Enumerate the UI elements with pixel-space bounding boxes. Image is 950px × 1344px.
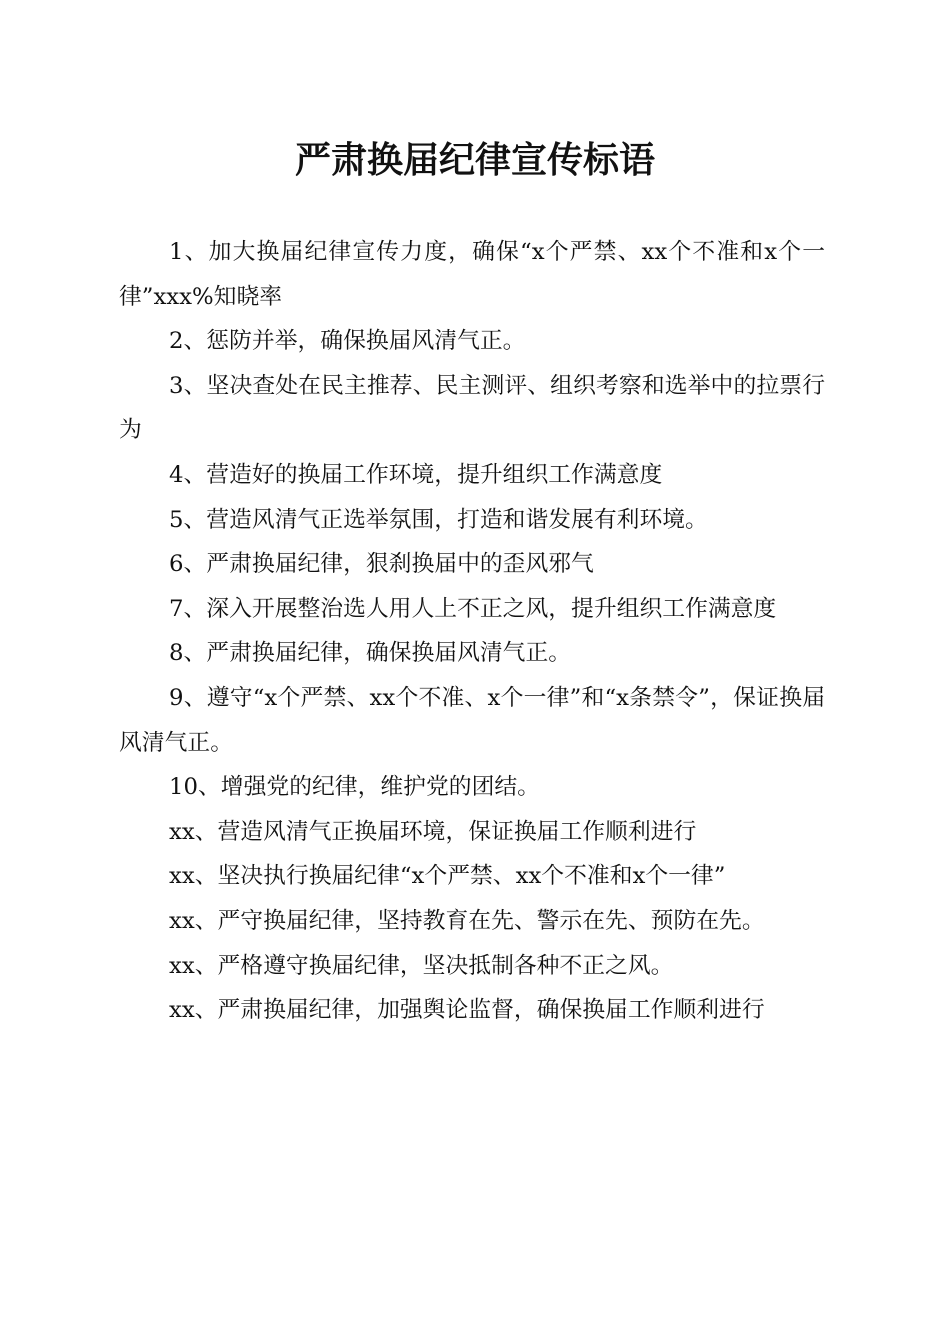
slogan-item: 8、严肃换届纪律，确保换届风清气正。 [169,640,572,667]
slogan-item: xx、严肃换届纪律，加强舆论监督，确保换届工作顺利进行 [169,997,765,1024]
slogan-item: 7、深入开展整治选人用人上不正之风，提升组织工作满意度 [169,595,777,622]
slogan-item: 6、严肃换届纪律，狠刹换届中的歪风邪气 [169,551,594,578]
slogan-item: 9、遵守“x个严禁、xx个不准、x个一律”和“x条禁令”，保证换届风清气正。 [119,684,825,756]
slogan-item: 1、加大换届纪律宣传力度，确保“x个严禁、xx个不准和x个一律”xxx%知晓率 [119,239,825,310]
slogan-item: 3、坚决查处在民主推荐、民主测评、组织考察和选举中的拉票行为 [119,372,825,444]
slogan-item: 4、营造好的换届工作环境，提升组织工作满意度 [169,461,663,488]
slogan-item: 2、惩防并举，确保换届风清气正。 [169,328,526,355]
document-title: 严肃换届纪律宣传标语 [294,139,655,181]
slogan-list [119,230,825,1033]
slogan-item: 10、增强党的纪律，维护党的团结。 [169,774,540,801]
slogan-item: xx、坚决执行换届纪律“x个严禁、xx个不准和x个一律” [169,863,726,890]
slogan-item: xx、严格遵守换届纪律，坚决抵制各种不正之风。 [169,952,674,979]
slogan-item: xx、严守换届纪律，坚持教育在先、警示在先、预防在先。 [169,907,765,934]
slogan-item: xx、营造风清气正换届环境，保证换届工作顺利进行 [169,818,697,845]
slogan-item: 5、营造风清气正选举氛围，打造和谐发展有利环境。 [169,506,708,533]
